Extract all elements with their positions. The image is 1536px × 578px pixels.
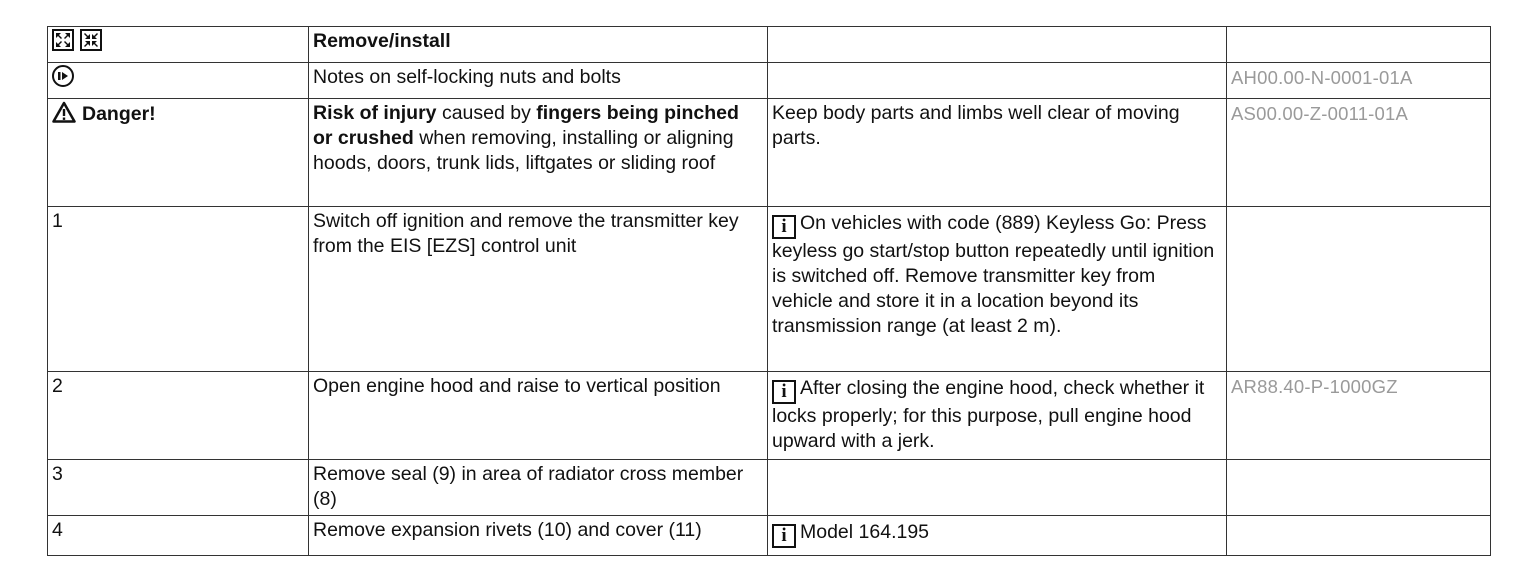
notes-ref-link[interactable]: AH00.00-N-0001-01A (1227, 63, 1491, 99)
step-note: i After closing the engine hood, check whether it locks properly; for this purpose, pull engine hood upward with a jerk. (768, 372, 1227, 460)
step-ref (1227, 516, 1491, 556)
step-number: 2 (48, 372, 309, 460)
step-row (48, 516, 1491, 556)
step-ref (1227, 460, 1491, 516)
danger-label-cell (48, 99, 309, 207)
notes-circle-icon (52, 65, 74, 87)
step-number: 3 (48, 460, 309, 516)
header-icon-cell (48, 27, 309, 63)
info-icon: i (772, 380, 796, 404)
notes-row (48, 63, 1491, 99)
install-icon (80, 29, 102, 51)
header-title: Remove/install (309, 27, 768, 63)
danger-remedy: Keep body parts and limbs well clear of moving parts. (768, 99, 1227, 207)
danger-description: Risk of injury caused by fingers being pinched or crushed when removing, installing or aligning hoods, doors, trunk lids, liftgates or sliding roof (309, 99, 768, 207)
info-icon: i (772, 215, 796, 239)
step-note: i Model 164.195 (768, 516, 1227, 556)
step-ref (1227, 207, 1491, 372)
warning-triangle-icon (52, 101, 76, 130)
header-ref-cell (1227, 27, 1491, 63)
step-row (48, 372, 1491, 460)
step-note: i On vehicles with code (889) Keyless Go: Press keyless go start/stop button repeatedly until ignition is switched off. Remove transmitter key from vehicle and store it in a location beyond its transmission range (at least 2 m). (768, 207, 1227, 372)
step-number: 4 (48, 516, 309, 556)
step-row (48, 460, 1491, 516)
step-text: Open engine hood and raise to vertical position (309, 372, 768, 460)
danger-row (48, 99, 1491, 207)
step-ref-link[interactable]: AR88.40-P-1000GZ (1227, 372, 1491, 460)
header-row (48, 27, 1491, 63)
step-row (48, 207, 1491, 372)
notes-icon-cell (48, 63, 309, 99)
step-note (768, 460, 1227, 516)
step-number: 1 (48, 207, 309, 372)
step-text: Switch off ignition and remove the transmitter key from the EIS [EZS] control unit (309, 207, 768, 372)
step-text: Remove expansion rivets (10) and cover (11) (309, 516, 768, 556)
danger-ref-link[interactable]: AS00.00-Z-0011-01A (1227, 99, 1491, 207)
step-text: Remove seal (9) in area of radiator cross member (8) (309, 460, 768, 516)
info-icon: i (772, 524, 796, 548)
notes-text: Notes on self-locking nuts and bolts (309, 63, 768, 99)
danger-label: Danger! (82, 103, 156, 125)
header-empty-cell (768, 27, 1227, 63)
notes-empty-cell (768, 63, 1227, 99)
procedure-table (47, 26, 1491, 556)
remove-icon (52, 29, 74, 51)
